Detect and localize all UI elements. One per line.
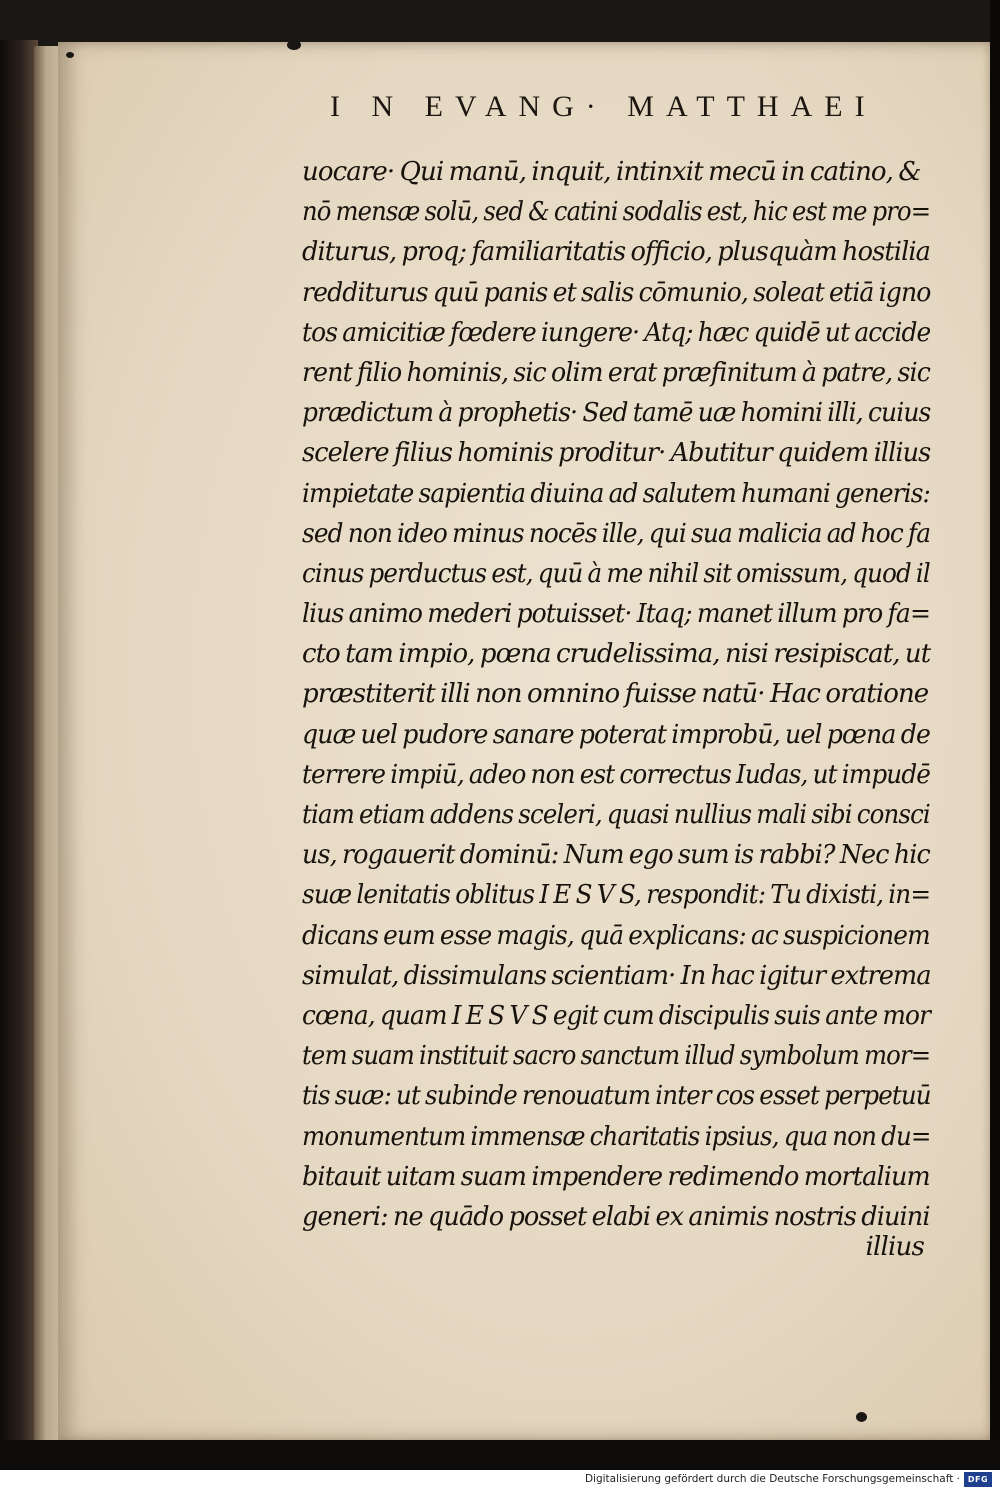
ink-spot — [287, 40, 301, 50]
text-line: tis suæ: ut subinde renouatum inter cos esset perpetuū — [302, 1081, 931, 1112]
text-line: nō mensæ solū, sed & catini sodalis est, hic est me pro= — [302, 197, 931, 228]
text-line: sed non ideo minus nocēs ille, qui sua malicia ad hoc fa — [302, 518, 931, 549]
text-line: bitauit uitam suam impendere redimendo mortalium — [302, 1161, 930, 1192]
text-line: tos amicitiæ fœdere iungere· Atq; hæc quidē ut accide — [302, 317, 931, 348]
text-line: uocare· Qui manū, inquit, intinxit mecū in catino, & — [302, 157, 921, 187]
text-line: cœna, quam I E S V S egit cum discipulis suis ante mor — [302, 1000, 931, 1031]
text-line: tiam etiam addens sceleri, quasi nullius mali sibi consci — [302, 800, 930, 830]
text-line: lius animo mederi potuisset· Itaq; manet illum pro fa= — [302, 599, 931, 630]
text-line: prædictum à prophetis· Sed tamē uæ homini illi, cuius — [302, 398, 931, 429]
ink-spot — [856, 1412, 867, 1422]
text-line: scelere filius hominis proditur· Abutitur quidem illius — [302, 438, 931, 469]
text-line: cto tam impio, pœna crudelissima, nisi resipiscat, ut — [302, 639, 931, 670]
funding-credit: Digitalisierung gefördert durch die Deutsche Forschungsgemeinschaft · — [584, 1473, 960, 1485]
book-binding — [0, 40, 38, 1445]
text-line: quæ uel pudore sanare poterat improbū, uel pœna de — [302, 719, 930, 750]
text-line: terrere impiū, adeo non est correctus Iudas, ut impudē — [302, 759, 931, 790]
ink-spot — [66, 52, 74, 58]
text-line: præstiterit illi non omnino fuisse natū· Hac oratione — [302, 679, 929, 710]
text-line: impietate sapientia diuina ad salutem humani generis: — [302, 478, 931, 509]
text-line: simulat, dissimulans scientiam· In hac igitur extrema — [302, 960, 931, 991]
dfg-logo: DFG — [964, 1472, 992, 1487]
text-line: monumentum immensæ charitatis ipsius, qua non du= — [302, 1121, 931, 1152]
catchword: illius — [865, 1232, 924, 1262]
scan-edge — [990, 0, 1000, 1470]
page-body-text — [302, 152, 930, 1237]
text-line: suæ lenitatis oblitus I E S V S, respondit: Tu dixisti, in= — [302, 880, 931, 911]
text-line: cinus perductus est, quū à me nihil sit omissum, quod il — [302, 558, 930, 589]
text-line: us, rogauerit dominū: Num ego sum is rabbi? Nec hic — [302, 840, 930, 871]
text-line: rent filio hominis, sic olim erat præfinitum à patre, sic — [302, 357, 930, 388]
text-line: generi: ne quādo posset elabi ex animis nostris diuini — [302, 1201, 930, 1232]
text-line: diturus, proq; familiaritatis officio, plusquàm hostilia — [302, 237, 931, 268]
running-head: I N EVANG· MATTHAEI — [330, 90, 877, 123]
text-line: redditurus quū panis et salis cōmunio, soleat etiā igno — [302, 277, 931, 308]
text-line: dicans eum esse magis, quā explicans: ac suspicionem — [302, 920, 930, 951]
scan-bottom-edge — [0, 1440, 1000, 1470]
text-line: tem suam instituit sacro sanctum illud symbolum mor= — [302, 1041, 931, 1072]
